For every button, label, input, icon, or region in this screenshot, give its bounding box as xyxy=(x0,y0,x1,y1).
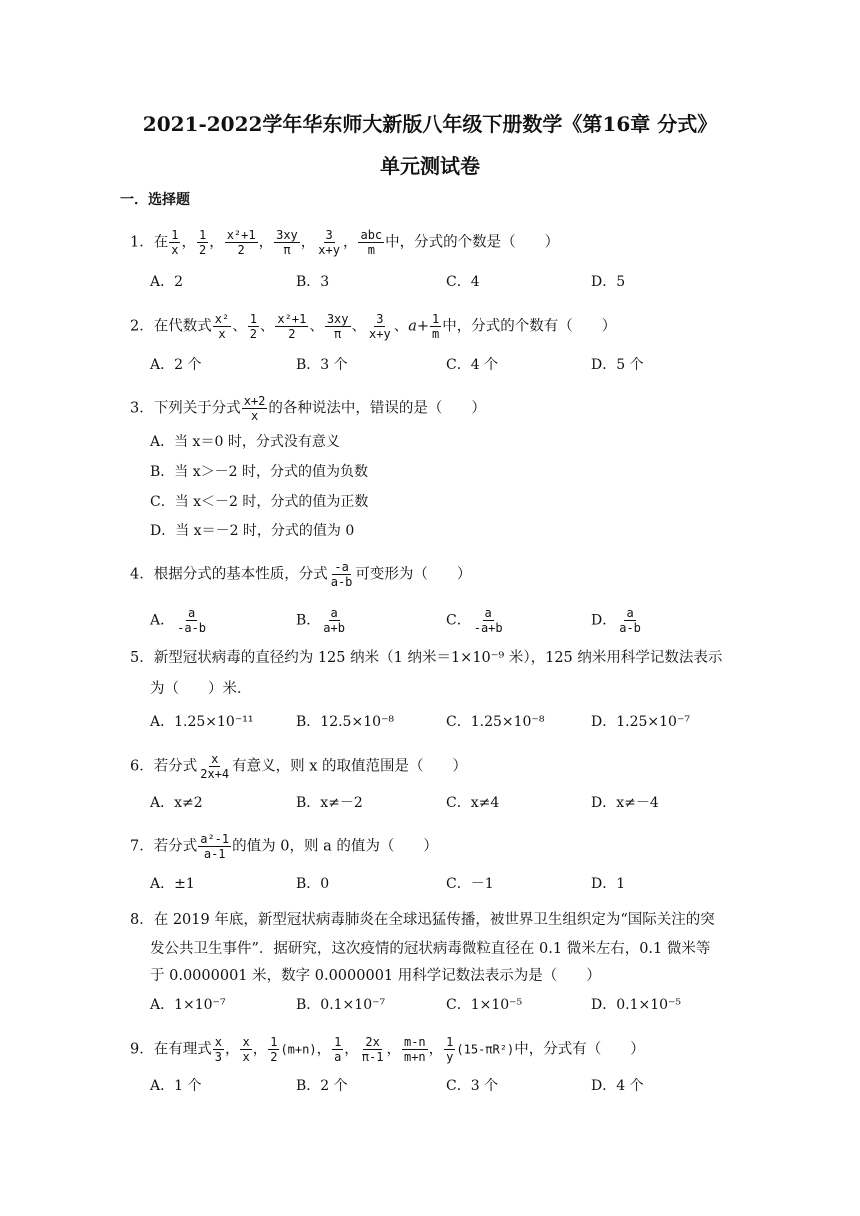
fraction: $\frac{3xy}{\pi}$ xyxy=(276,228,298,257)
q6-suffix: 有意义，则 x 的取值范围是（ ） xyxy=(232,758,468,775)
fraction: $\frac{3}{x+y}$ xyxy=(318,228,340,257)
question-5-line-2: 为（ ）米． xyxy=(150,681,252,697)
q5-option-d: D．1.25×10⁻⁷ xyxy=(591,714,690,730)
q6-prefix: 6．若分式 xyxy=(130,758,198,775)
q7-option-b: B．0 xyxy=(296,876,330,892)
q7-prefix: 7．若分式 xyxy=(130,838,198,855)
q8-option-c: C．1×10⁻⁵ xyxy=(446,997,523,1013)
q8-option-b: B．0.1×10⁻⁷ xyxy=(296,997,386,1013)
q6-option-c: C．x≠4 xyxy=(446,795,500,811)
q1-prefix: 1．在 xyxy=(130,234,169,251)
fraction: $\frac{2x}{\pi-1}$ xyxy=(361,1035,384,1064)
q2-suffix: 中，分式的个数有（ ） xyxy=(442,318,617,335)
question-9: 9．在有理式 $\frac{x}{3}$ ， $\frac{x}{x}$ ， $\frac{1}{2}$ (m+n)， $\frac{1}{a}$ ， $\frac{2x}{\pi-1}$ ， $\frac{m-n}{m+n}$ ， $\frac{1}{y}$ (15-πR²)中，分式有（ ） xyxy=(130,1035,645,1064)
q4-option-b: B． $\frac{a}{a+b}$ xyxy=(296,606,345,635)
question-6 xyxy=(130,752,467,781)
q2-option-d: D．5 个 xyxy=(591,357,644,373)
page-subtitle: 单元测试卷 xyxy=(380,154,480,178)
q8-option-a: A．1×10⁻⁷ xyxy=(150,997,226,1013)
question-8-line-3: 于 0.0000001 米，数字 0.0000001 用科学记数法表示为是（ ） xyxy=(150,968,601,984)
q9-option-c: C．3 个 xyxy=(446,1078,499,1094)
q7-option-c: C．－1 xyxy=(446,876,494,892)
q8-option-d: D．0.1×10⁻⁵ xyxy=(591,997,682,1013)
fraction: $\frac{1}{a}$ xyxy=(334,1035,342,1064)
q3-suffix: 的各种说法中，错误的是（ ） xyxy=(268,400,486,417)
fraction: $\frac{3}{x+y}$ xyxy=(369,312,391,341)
q7-option-a: A．±1 xyxy=(150,876,195,892)
fraction: $\frac{1}{x}$ xyxy=(171,228,179,257)
q5-option-a: A．1.25×10⁻¹¹ xyxy=(150,714,254,730)
section-heading: 一．选择题 xyxy=(120,192,190,208)
question-3 xyxy=(130,394,486,423)
q9-term: (m+n) xyxy=(280,1042,317,1057)
fraction: $\frac{m-n}{m+n}$ xyxy=(403,1035,426,1064)
question-5-line-1: 5．新型冠状病毒的直径约为 125 纳米（1 纳米＝1×10⁻⁹ 米），125 纳米用科学记数法表示 xyxy=(130,650,723,666)
q7-option-d: D．1 xyxy=(591,876,626,892)
fraction: $\frac{\text{abc}}{m}$ xyxy=(360,228,383,257)
fraction: $\frac{\text{x²}}{x}$ xyxy=(214,312,230,341)
q3-option-d: D．当 x＝－2 时，分式的值为 0 xyxy=(150,523,355,539)
fraction: $\frac{\text{x²+1}}{2}$ xyxy=(277,312,307,341)
fraction: $\frac{1}{2}$ xyxy=(270,1035,278,1064)
q3-prefix: 3．下列关于分式 xyxy=(130,400,241,417)
q9-option-b: B．2 个 xyxy=(296,1078,348,1094)
question-2: 2．在代数式 $\frac{\text{x²}}{x}$ 、 $\frac{1}{2}$ 、 $\frac{\text{x²+1}}{2}$ 、 $\frac{3xy}{\pi}$ 、 $\frac{3}{x+y}$ 、a+ $\frac{1}{m}$ 中，分式的个数有（ ） xyxy=(130,312,617,341)
fraction: $\frac{-a}{a-b}$ xyxy=(330,560,353,589)
q4-suffix: 可变形为（ ） xyxy=(355,566,472,583)
q4-option-a: A． $\frac{a}{-a-b}$ xyxy=(150,606,207,635)
question-8-line-2: 发公共卫生事件”．据研究，这次疫情的冠状病毒微粒直径在 0.1 微米左右，0.1 微米等 xyxy=(150,941,711,957)
q4-option-c: C． $\frac{a}{-a+b}$ xyxy=(446,606,503,635)
question-4 xyxy=(130,560,471,589)
q4-prefix: 4．根据分式的基本性质，分式 xyxy=(130,566,328,583)
q2-term: a+ xyxy=(408,318,429,335)
fraction: $\frac{x}{2x+4}$ xyxy=(200,752,230,781)
fraction: $\frac{\text{a²-1}}{a-1}$ xyxy=(200,832,230,861)
q6-option-a: A．x≠2 xyxy=(150,795,203,811)
q9-option-a: A．1 个 xyxy=(150,1078,202,1094)
question-7 xyxy=(130,832,438,861)
q7-suffix: 的值为 0，则 a 的值为（ ） xyxy=(232,838,438,855)
q5-option-c: C．1.25×10⁻⁸ xyxy=(446,714,545,730)
q5-option-b: B．12.5×10⁻⁸ xyxy=(296,714,395,730)
q3-option-b: B．当 x＞－2 时，分式的值为负数 xyxy=(150,464,368,480)
fraction: $\frac{x}{x}$ xyxy=(242,1035,250,1064)
fraction: $\frac{x+2}{x}$ xyxy=(243,394,266,423)
q4-option-d: D． $\frac{a}{a-b}$ xyxy=(591,606,641,635)
q2-option-c: C．4 个 xyxy=(446,357,499,373)
q1-option-c: C．4 xyxy=(446,274,480,290)
fraction: $\frac{1}{m}$ xyxy=(432,312,440,341)
fraction: $\frac{\text{x²+1}}{2}$ xyxy=(226,228,256,257)
fraction: $\frac{1}{2}$ xyxy=(198,228,207,257)
q2-prefix: 2．在代数式 xyxy=(130,318,212,335)
q9-option-d: D．4 个 xyxy=(591,1078,644,1094)
q1-suffix: 中，分式的个数是（ ） xyxy=(385,234,560,251)
q2-option-b: B．3 个 xyxy=(296,357,348,373)
q1-option-b: B．3 xyxy=(296,274,330,290)
q6-option-b: B．x≠－2 xyxy=(296,795,363,811)
fraction: $\frac{3xy}{\pi}$ xyxy=(326,312,349,341)
q6-option-d: D．x≠－4 xyxy=(591,795,659,811)
fraction: $\frac{1}{2}$ xyxy=(249,312,257,341)
q1-option-d: D．5 xyxy=(591,274,626,290)
q2-option-a: A．2 个 xyxy=(150,357,202,373)
fraction: $\frac{x}{3}$ xyxy=(214,1035,222,1064)
q3-option-c: C．当 x＜－2 时，分式的值为正数 xyxy=(150,494,369,510)
q9-term: (15-πR²) xyxy=(456,1042,515,1057)
q9-suffix: 中，分式有（ ） xyxy=(514,1041,645,1058)
question-8-line-1: 8．在 2019 年底，新型冠状病毒肺炎在全球迅猛传播，被世界卫生组织定为“国际关注的突 xyxy=(130,912,715,928)
q3-option-a: A．当 x＝0 时，分式没有意义 xyxy=(150,434,340,450)
page-title: 2021-2022学年华东师大新版八年级下册数学《第16章 分式》 xyxy=(142,112,718,136)
fraction: $\frac{1}{y}$ xyxy=(446,1035,454,1064)
q1-option-a: A．2 xyxy=(150,274,184,290)
question-1: 1．在 $\frac{1}{x}$ ， $\frac{1}{2}$ ， $\frac{\text{x²+1}}{2}$ ， $\frac{3xy}{\pi}$ ， $\frac{3}{x+y}$ ， $\frac{\text{abc}}{m}$ 中，分式的个数是（ ） xyxy=(130,228,560,257)
q9-prefix: 9．在有理式 xyxy=(130,1041,212,1058)
